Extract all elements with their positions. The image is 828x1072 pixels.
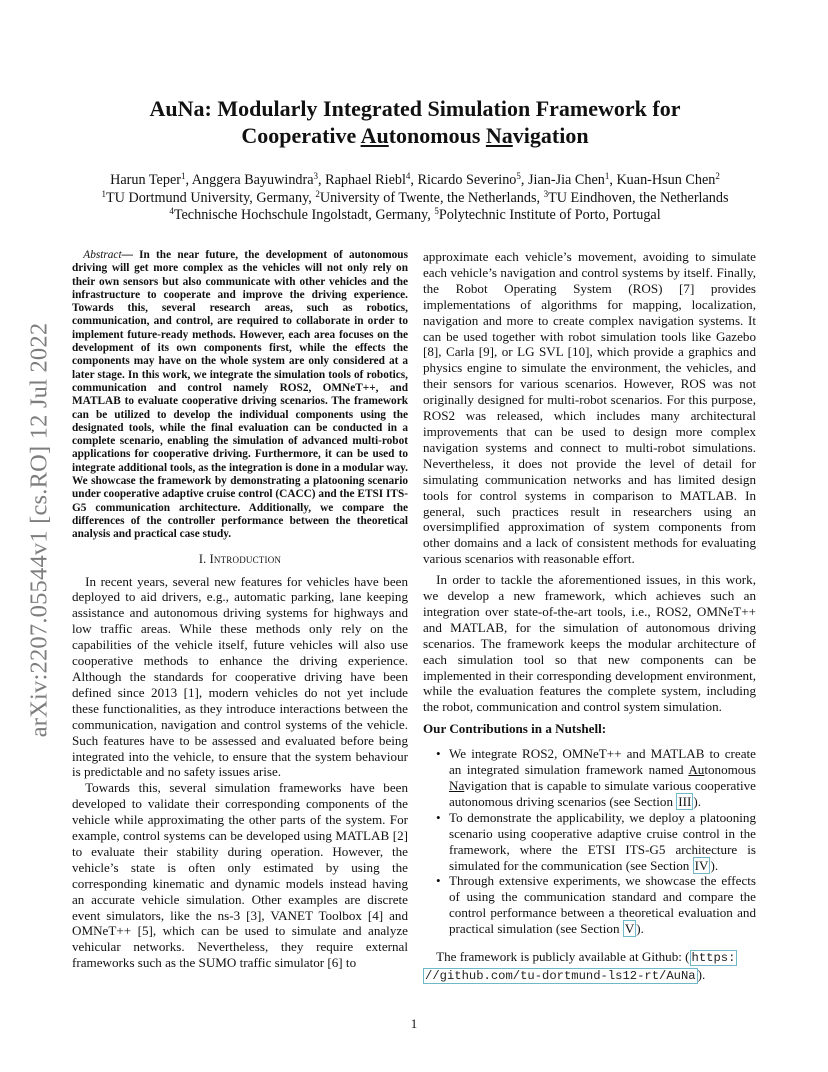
affiliations-line-2 (60, 207, 770, 225)
affiliations-line-1 (60, 190, 770, 208)
list-text: ). (636, 921, 644, 937)
title-underline-na: Na (485, 123, 513, 148)
section-ref-link[interactable]: IV (694, 857, 709, 873)
github-paragraph (423, 949, 756, 985)
title-text: vigation (512, 123, 589, 148)
author-sup: 2 (715, 171, 720, 181)
contributions-list (423, 746, 756, 937)
github-text: ). (697, 966, 706, 982)
title-line-1: AuNa: Modularly Integrated Simulation Framework for (149, 96, 681, 121)
bullet: • (436, 873, 441, 889)
underline-au: Au (688, 762, 705, 778)
section-title: Introduction (209, 551, 282, 566)
affiliation-sup: 2 (315, 188, 320, 199)
paper-title (80, 95, 750, 149)
abstract (72, 249, 408, 542)
underline-na: Na (449, 778, 465, 793)
author-names: Harun Teper$^1$, Anggera Bayuwindra$^3$, Raphael Riebl$^4$, Ricardo Severino$^5$, Jian-Jia Chen$^1$, Kuan-Hsun Chen$^2$ (110, 171, 720, 188)
title-text: tonomous (388, 123, 486, 148)
list-text: Through extensive experiments, we showcase the effects of using the communication standard and compare the control performance between a theoretical evaluation and practical simulation (see Section (449, 873, 756, 937)
list-item (436, 873, 756, 937)
bullet: • (436, 809, 441, 825)
author-sup: 5 (516, 171, 521, 181)
affiliation: Technische Hochschule Ingolstadt, Germany, (173, 207, 435, 223)
list-text: We integrate ROS2, OMNeT++ and MATLAB to create an integrated simulation framework named (449, 746, 756, 778)
title-line-2 (80, 122, 750, 149)
affiliation-sup: 5 (434, 206, 439, 216)
intro-paragraph-2: Towards this, several simulation frameworks have been developed to validate their corresponding components of the vehicle while approximating the other parts of the system. For example, control systems can be developed using MATLAB [2] to evaluate their stability during operation. However, the vehicle’s state is often only estimated by using the corresponding kinematic and dynamic models instead having an accurate vehicle simulation. Other examples are discrete event simulators, like the ns-3 [3], VANET Toolbox [4] and OMNeT++ [5], which can be used to simulate and analyze vehicular networks. Nevertheless, they require external frameworks such as the SUMO traffic simulator [6] to (72, 780, 408, 971)
intro-paragraph-1: In recent years, several new features for vehicles have been deployed to aid drivers, e.g., automatic parking, lane keeping assistance and autonomous driving systems for highways and low traffic areas. While these methods only rely on the capabilities of the vehicle itself, future vehicles will also use cooperative methods to enhance the driving experience. Although the standards for cooperative driving have been defined since 2013 [1], modern vehicles do not yet include these functionalities, as they introduce interactions between the communication, navigation and control systems of the vehicle. Such features have to be assessed and evaluated before being integrated into the vehicle, to ensure that the system behaviour is predictable and no safety issues arise. (72, 573, 408, 780)
right-column (423, 249, 756, 985)
page-number: 1 (410, 1016, 418, 1031)
affiliation: University of Twente, the Netherlands, (319, 189, 544, 206)
arxiv-stamp-text: arXiv:2207.05544v1 [cs.RO] 12 Jul 2022 (25, 322, 53, 738)
arxiv-stamp (22, 295, 56, 765)
author-sup: 1 (180, 171, 186, 181)
section-heading-introduction (72, 552, 408, 566)
section-ref-link[interactable]: V (624, 921, 635, 937)
author-sup: 1 (604, 171, 610, 181)
list-text: To demonstrate the applicability, we deploy a platooning scenario using cooperative adaptive cruise control in the framework, where the ETSI ITS-G5 architecture is simulated for the communication (see Section (449, 809, 756, 873)
affiliation: Polytechnic Institute of Porto, Portugal (438, 207, 661, 223)
author-name: Jian-Jia Chen (528, 172, 605, 188)
author-name: Raphael Riebl (325, 172, 406, 188)
list-text: tonomous (704, 762, 756, 778)
author-sup: 3 (313, 171, 319, 181)
list-text: vigation that is capable to simulate various cooperative autonomous driving scenarios (see Section (449, 778, 756, 809)
left-column (72, 249, 408, 971)
author-name: Ricardo Severino (417, 172, 517, 188)
list-text: ). (693, 793, 702, 809)
github-text: The framework is publicly available at Github: ( (436, 949, 690, 965)
author-sup: 4 (405, 171, 411, 181)
section-number: I. (198, 551, 210, 566)
list-text: ). (710, 857, 719, 873)
author-name: Harun Teper (110, 172, 181, 188)
title-underline-au: Au (360, 123, 389, 148)
list-item (436, 809, 756, 874)
author-block (60, 172, 770, 225)
body-paragraph: In order to tackle the aforementioned issues, in this work, we develop a new framework, which achieves such an integration over state-of-the-art tools, i.e., ROS2, OMNeT++ and MATLAB, for the simulation of autonomous driving scenarios. The framework keeps the modular architecture of each simulation tool so that new components can be implemented in their corresponding development environment, while the evaluation features the complete system, including the robot, communication and control system simulation. (423, 572, 756, 715)
affiliation-sup: 4 (169, 206, 174, 216)
affiliation: TU Eindhoven, the Netherlands (548, 189, 729, 206)
contributions-heading: Our Contributions in a Nutshell: (423, 721, 607, 737)
github-link[interactable]: https: (691, 951, 736, 966)
affiliation: TU Dortmund University, Germany, (105, 189, 316, 206)
author-name: Kuan-Hsun Chen (616, 172, 716, 188)
affiliation-sup: 3 (543, 188, 549, 199)
section-ref-link[interactable]: III (678, 793, 692, 809)
body-paragraph-continued: approximate each vehicle’s movement, avoiding to simulate each vehicle’s navigation and control systems by itself. Finally, the Robot Operating System (ROS) [7] provides implementations of algorithms for mapping, localization, navigation and more to create complex navigation systems. It can be used together with robot simulation tools like Gazebo [8], Carla [9], or LG SVL [10], which provide a graphics and physics engine to simulate the environment, the vehicles, and their sensors for various scenarios. However, ROS was not originally designed for multi-robot scenarios. For this purpose, ROS2 was released, which includes many architectural improvements that can be used to design more complex navigation systems and connect to multi-robot simulations. Nevertheless, it does not provide the level of detail for simulating communication networks and has limited design tools for control systems in comparison to MATLAB. In general, such practices result in researchers using an oversimplified approximation of system components from other domains and a lack of consistent methods for evaluating various scenarios with reasonable effort. (423, 249, 756, 567)
abstract-text: — In the near future, the development of autonomous driving will get more complex as the vehicles will not only rely on their own sensors but also communicate with other vehicles and the infrastructure to cooperate and improve the driving experience. Towards this, several research areas, such as robotics, communication, and control, are required to collaborate in order to implement future-ready methods. However, each area focuses on the development of its own components first, while the effects the components may have on the whole system are only considered at a later stage. In this work, we integrate the simulation tools of robotics, communication and control namely ROS2, OMNeT++, and MATLAB to evaluate cooperative driving scenarios. The framework can be utilized to develop the individual components using the designated tools, while the final evaluation can be conducted in a complete scenario, enabling the simulation of advanced multi-robot applications for cooperative driving. Furthermore, it can be used to integrate additional tools, as the integration is done in a modular way. We showcase the framework by demonstrating a platooning scenario under cooperative adaptive cruise control (CACC) and the ETSI ITS-G5 communication architecture. Additionally, we compare the differences of the controller performance between the theoretical analysis and practical case study. (72, 249, 408, 541)
author-name: Anggera Bayuwindra (191, 172, 314, 188)
bullet: • (436, 746, 441, 762)
list-item (436, 746, 756, 810)
github-link[interactable]: //github.com/tu-dortmund-ls12-rt/AuNa (425, 968, 696, 983)
affiliation-sup: 1 (101, 188, 106, 199)
title-text: Cooperative (241, 123, 361, 148)
abstract-label: Abstract (83, 249, 122, 261)
